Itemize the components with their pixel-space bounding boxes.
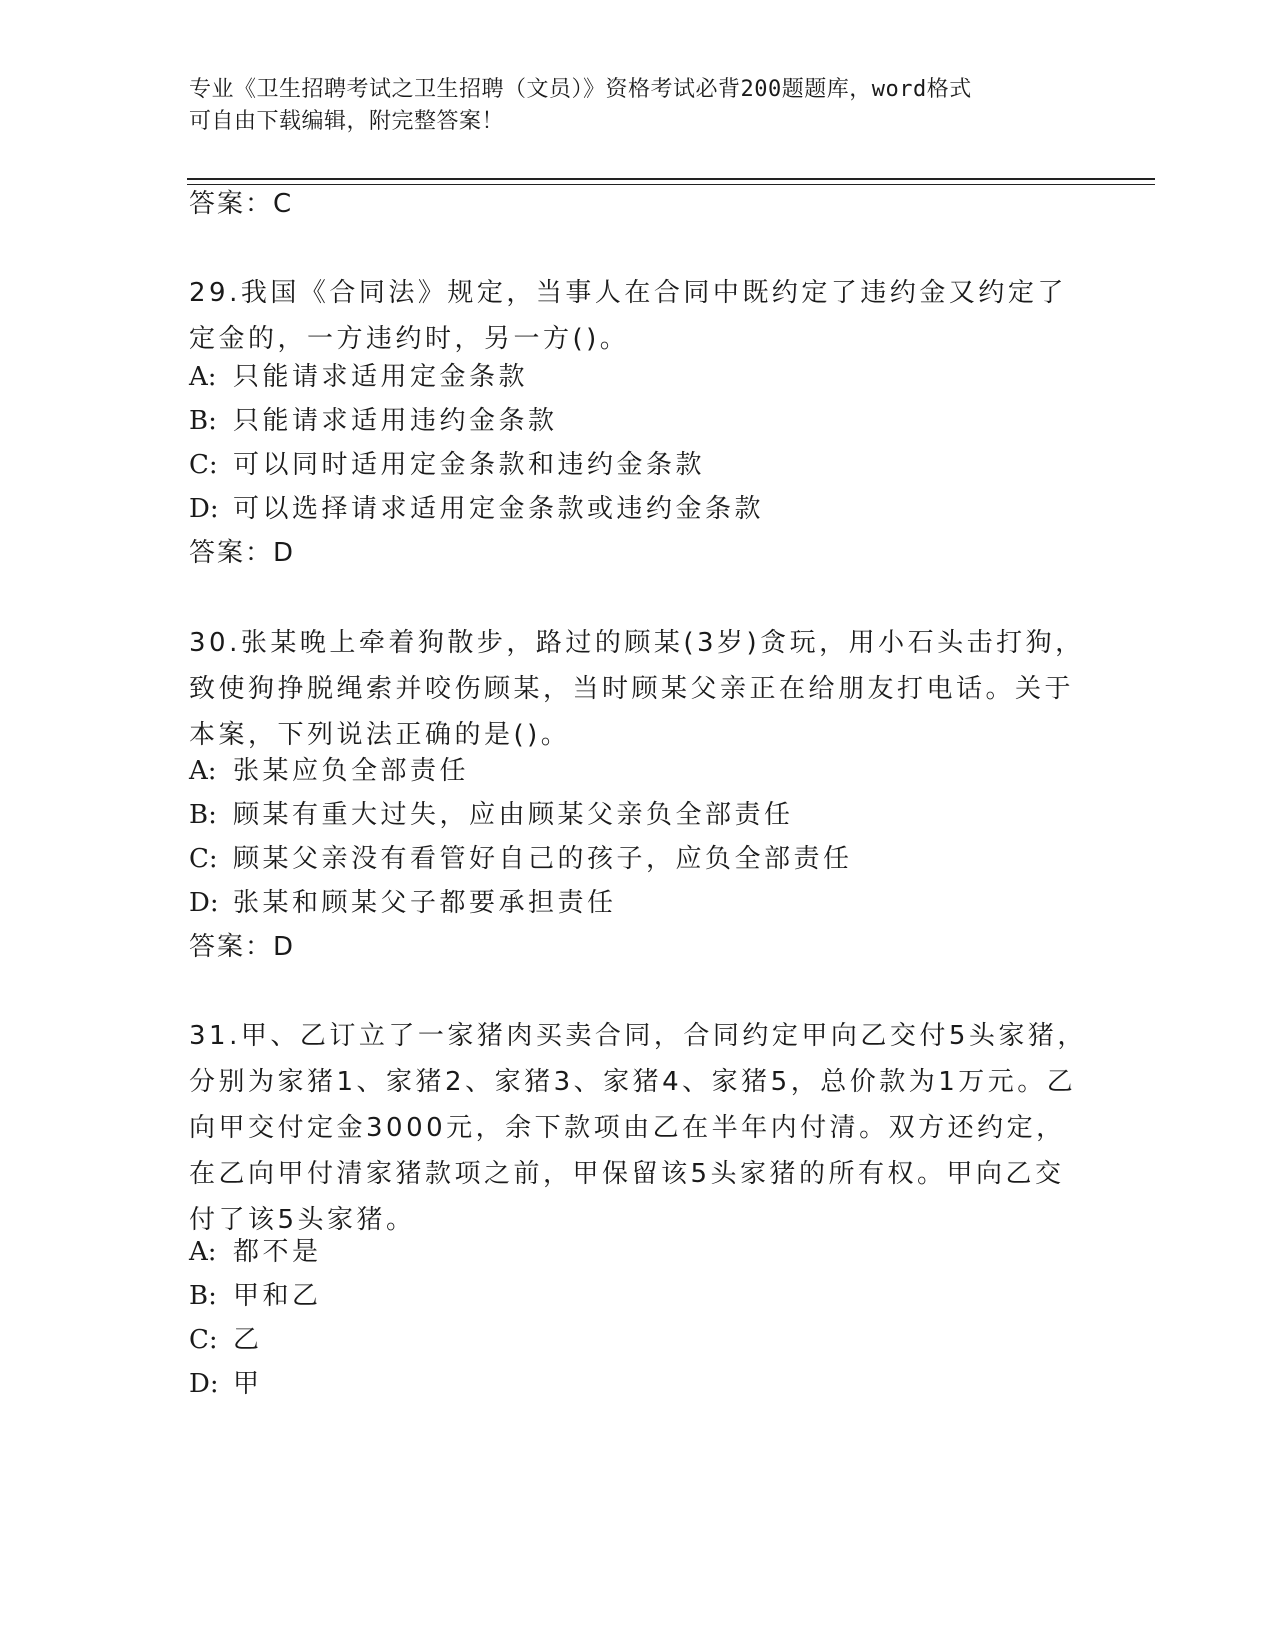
option-letter: D: — [189, 494, 219, 524]
question-30-answer: 答案：D — [189, 932, 296, 962]
question-30-option-c — [189, 842, 853, 876]
question-30-option-b — [189, 798, 794, 832]
option-letter: D: — [189, 1369, 219, 1399]
question-31-option-a — [189, 1235, 322, 1269]
option-letter: B: — [189, 800, 217, 830]
question-31-text: 31.甲、乙订立了一家猪肉买卖合同，合同约定甲向乙交付5头家猪，分别为家猪1、家猪2、家猪3、家猪4、家猪5，总价款为1万元。乙向甲交付定金3000元，余下款项由乙在半年内付清。双方还约定，在乙向甲付清家猪款项之前，甲保留该5头家猪的所有权。甲向乙交付了该5头家猪。 — [189, 1021, 1087, 1235]
option-text: 顾某父亲没有看管好自己的孩子，应负全部责任 — [233, 844, 853, 874]
option-text: 都不是 — [233, 1237, 322, 1267]
header-rule-thin — [187, 184, 1155, 185]
option-letter: B: — [189, 1281, 217, 1311]
question-30-text: 30.张某晚上牵着狗散步，路过的顾某(3岁)贪玩，用小石头击打狗，致使狗挣脱绳索并咬伤顾某，当时顾某父亲正在给朋友打电话。关于本案，下列说法正确的是()。 — [189, 628, 1085, 750]
question-31-option-d — [189, 1367, 263, 1401]
option-text: 只能请求适用定金条款 — [233, 362, 529, 392]
option-text: 张某应负全部责任 — [233, 756, 470, 786]
question-29-answer: 答案：D — [189, 538, 296, 568]
option-text: 顾某有重大过失，应由顾某父亲负全部责任 — [233, 800, 794, 830]
question-31-option-c — [189, 1323, 263, 1357]
question-31-option-b — [189, 1279, 322, 1313]
header-rule-thick — [187, 178, 1155, 180]
option-text: 甲 — [233, 1369, 263, 1399]
option-text: 甲和乙 — [233, 1281, 322, 1311]
option-letter: B: — [189, 406, 217, 436]
question-29-option-a — [189, 360, 528, 394]
question-29-option-c — [189, 448, 705, 482]
option-letter: A: — [189, 1237, 217, 1267]
question-29-text: 29.我国《合同法》规定，当事人在合同中既约定了违约金又约定了定金的，一方违约时，另一方()。 — [189, 278, 1067, 354]
option-text: 乙 — [233, 1325, 263, 1355]
option-letter: C: — [189, 450, 218, 480]
option-text: 张某和顾某父子都要承担责任 — [233, 888, 617, 918]
option-letter: D: — [189, 888, 219, 918]
option-letter: C: — [189, 1325, 218, 1355]
question-30-option-d — [189, 886, 617, 920]
option-text: 可以选择请求适用定金条款或违约金条款 — [233, 494, 765, 524]
document-header — [189, 74, 1069, 138]
question-29-option-d — [189, 492, 764, 526]
question-30-option-a — [189, 754, 469, 788]
option-text: 只能请求适用违约金条款 — [233, 406, 558, 436]
header-line-1: 专业《卫生招聘考试之卫生招聘（文员）》资格考试必背200题题库，word格式 — [189, 77, 972, 102]
option-letter: C: — [189, 844, 218, 874]
option-letter: A: — [189, 756, 217, 786]
option-letter: A: — [189, 362, 217, 392]
previous-answer: 答案：C — [189, 189, 294, 219]
option-text: 可以同时适用定金条款和违约金条款 — [233, 450, 706, 480]
header-line-2: 可自由下载编辑，附完整答案！ — [189, 109, 505, 134]
question-29-option-b — [189, 404, 558, 438]
